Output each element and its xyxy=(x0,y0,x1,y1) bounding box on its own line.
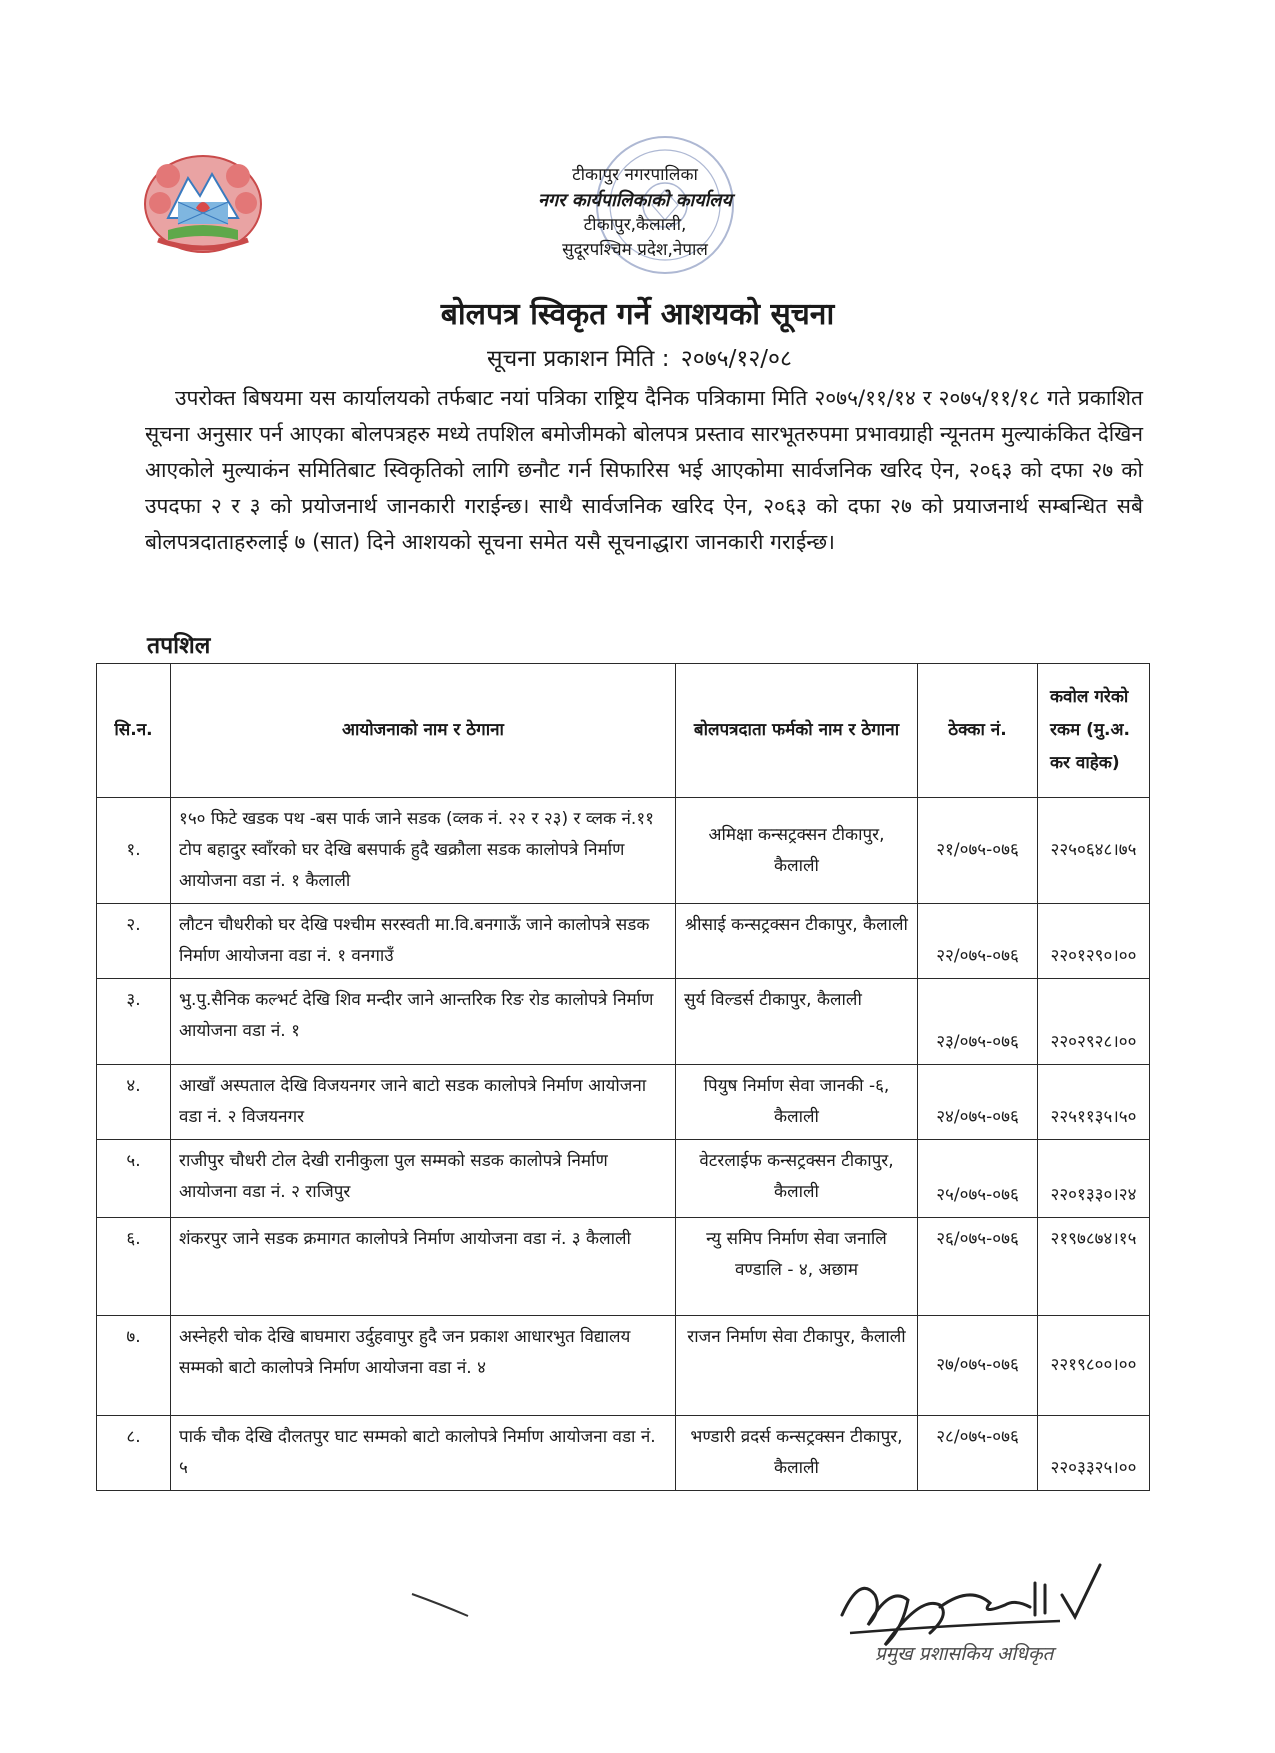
row-contract-no: २६/०७५-०७६ xyxy=(918,1218,1038,1316)
office-line-city: टीकापुर,कैलाली, xyxy=(583,215,687,235)
row-contract-no: २४/०७५-०७६ xyxy=(918,1065,1038,1140)
table-row xyxy=(97,798,1150,904)
row-bidder: वेटरलाईफ कन्सट्रक्सन टीकापुर, कैलाली xyxy=(676,1140,918,1218)
row-sn: ३. xyxy=(97,979,171,1065)
row-project: अस्नेहरी चोक देखि बाघमारा उर्दुहवापुर हुदै जन प्रकाश आधारभुत विद्यालय सम्मको बाटो कालोपत्रे निर्माण आयोजना वडा नं. ४ xyxy=(171,1316,676,1416)
row-amount: २२०२९२८।०० xyxy=(1038,979,1150,1065)
table-row xyxy=(97,1140,1150,1218)
row-project: भु.पु.सैनिक कल्भर्ट देखि शिव मन्दीर जाने आन्तरिक रिङ रोड कालोपत्रे निर्माण आयोजना वडा नं. १ xyxy=(171,979,676,1065)
row-contract-no: २३/०७५-०७६ xyxy=(918,979,1038,1065)
table-row xyxy=(97,1218,1150,1316)
publication-date-line xyxy=(0,342,1275,376)
notice-title: बोलपत्र स्विकृत गर्ने आशयको सूचना xyxy=(440,297,835,332)
row-sn: १. xyxy=(97,798,171,904)
row-sn: ५. xyxy=(97,1140,171,1218)
header-amount: कवोल गरेको रकम (मु.अ. कर वाहेक) xyxy=(1038,664,1150,798)
row-bidder: राजन निर्माण सेवा टीकापुर, कैलाली xyxy=(676,1316,918,1416)
row-sn: ८. xyxy=(97,1416,171,1491)
row-sn: ४. xyxy=(97,1065,171,1140)
row-project: आखाँ अस्पताल देखि विजयनगर जाने बाटो सडक कालोपत्रे निर्माण आयोजना वडा नं. २ विजयनगर xyxy=(171,1065,676,1140)
row-project: लौटन चौधरीको घर देखि पश्चीम सरस्वती मा.वि.बनगाऊँ जाने कालोपत्रे सडक निर्माण आयोजना वडा नं. १ वनगाउँ xyxy=(171,904,676,979)
signatory-title: प्रमुख प्रशासकिय अधिकृत xyxy=(875,1643,1054,1665)
row-sn: ६. xyxy=(97,1218,171,1316)
row-contract-no: २१/०७५-०७६ xyxy=(918,798,1038,904)
table-row xyxy=(97,1065,1150,1140)
row-project: शंकरपुर जाने सडक क्रमागत कालोपत्रे निर्माण आयोजना वडा नं. ३ कैलाली xyxy=(171,1218,676,1316)
row-bidder: भण्डारी व्रदर्स कन्सट्रक्सन टीकापुर, कैलाली xyxy=(676,1416,918,1491)
row-amount: २२०१३३०।२४ xyxy=(1038,1140,1150,1218)
publication-date-label: सूचना प्रकाशन मिति : xyxy=(487,346,670,372)
table-row xyxy=(97,1416,1150,1491)
row-project: पार्क चौक देखि दौलतपुर घाट सम्मको बाटो कालोपत्रे निर्माण आयोजना वडा नं. ५ xyxy=(171,1416,676,1491)
table-row xyxy=(97,1316,1150,1416)
header-project: आयोजनाको नाम र ठेगाना xyxy=(171,664,676,798)
table-row xyxy=(97,904,1150,979)
header-sn: सि.न. xyxy=(97,664,171,798)
bid-table xyxy=(96,663,1150,1491)
row-contract-no: २७/०७५-०७६ xyxy=(918,1316,1038,1416)
row-bidder: श्रीसाई कन्सट्रक्सन टीकापुर, कैलाली xyxy=(676,904,918,979)
office-line-executive: नगर कार्यपालिकाको कार्यालय xyxy=(538,190,732,211)
row-project: राजीपुर चौधरी टोल देखी रानीकुला पुल सम्मको सडक कालोपत्रे निर्माण आयोजना वडा नं. २ राजिपुर xyxy=(171,1140,676,1218)
row-amount: २२०१२९०।०० xyxy=(1038,904,1150,979)
row-amount: २२०३३२५।०० xyxy=(1038,1416,1150,1491)
office-address xyxy=(520,163,750,263)
row-sn: ७. xyxy=(97,1316,171,1416)
row-contract-no: २८/०७५-०७६ xyxy=(918,1416,1038,1491)
table-row xyxy=(97,979,1150,1065)
row-contract-no: २५/०७५-०७६ xyxy=(918,1140,1038,1218)
details-heading: तपशिल xyxy=(147,633,211,659)
header-bidder: बोलपत्रदाता फर्मको नाम र ठेगाना xyxy=(676,664,918,798)
publication-date-value: २०७५/१२/०८ xyxy=(680,346,792,372)
pen-mark-icon xyxy=(410,1590,470,1620)
row-project: १५० फिटे खडक पथ -बस पार्क जाने सडक (व्लक नं. २२ र २३) र व्लक नं.११ टोप बहादुर स्वाँरको घर देखि बसपार्क हुदै खक्रौला सडक कालोपत्रे निर्माण आयोजना वडा नं. १ कैलाली xyxy=(171,798,676,904)
row-bidder: सुर्य विल्डर्स टीकापुर, कैलाली xyxy=(676,979,918,1065)
table-header-row xyxy=(97,664,1150,798)
row-bidder: न्यु समिप निर्माण सेवा जनालि वण्डालि - ४, अछाम xyxy=(676,1218,918,1316)
row-bidder: पियुष निर्माण सेवा जानकी -६, कैलाली xyxy=(676,1065,918,1140)
nepal-emblem-icon xyxy=(138,148,268,256)
row-amount: २२५०६४८।७५ xyxy=(1038,798,1150,904)
office-line-municipality: टीकापुर नगरपालिका xyxy=(572,165,698,185)
row-amount: २२५११३५।५० xyxy=(1038,1065,1150,1140)
row-bidder: अमिक्षा कन्सट्रक्सन टीकापुर, कैलाली xyxy=(676,798,918,904)
row-amount: २२१९८००।०० xyxy=(1038,1316,1150,1416)
row-sn: २. xyxy=(97,904,171,979)
notice-body: उपरोक्त बिषयमा यस कार्यालयको तर्फबाट नयां पत्रिका राष्ट्रिय दैनिक पत्रिकामा मिति २०७५/११/१४ र २०७५/११/१८ गते प्रकाशित सूचना अनुसार पर्न आएका बोलपत्रहरु मध्ये तपशिल बमोजीमको बोलपत्र प्रस्ताव सारभूतरुपमा प्रभावग्राही न्यूनतम मुल्याकंकित देखिन आएकोले मुल्याकंन समितिबाट स्विकृतिको लागि छनौट गर्न सिफारिस भई आएकोमा सार्वजनिक खरिद ऐन, २०६३ को दफा २७ को उपदफा २ र ३ को प्रयोजनार्थ जानकारी गराईन्छ। साथै सार्वजनिक खरिद ऐन, २०६३ को दफा २७ को प्रयाजनार्थ सम्बन्धित सबै बोलपत्रदाताहरुलाई ७ (सात) दिने आशयको सूचना समेत यसै सूचनाद्धारा जानकारी गराईन्छ। xyxy=(145,386,1143,554)
office-line-province: सुदूरपश्चिम प्रदेश,नेपाल xyxy=(562,240,708,260)
row-contract-no: २२/०७५-०७६ xyxy=(918,904,1038,979)
row-amount: २१९७८७४।१५ xyxy=(1038,1218,1150,1316)
header-contract-no: ठेक्का नं. xyxy=(918,664,1038,798)
